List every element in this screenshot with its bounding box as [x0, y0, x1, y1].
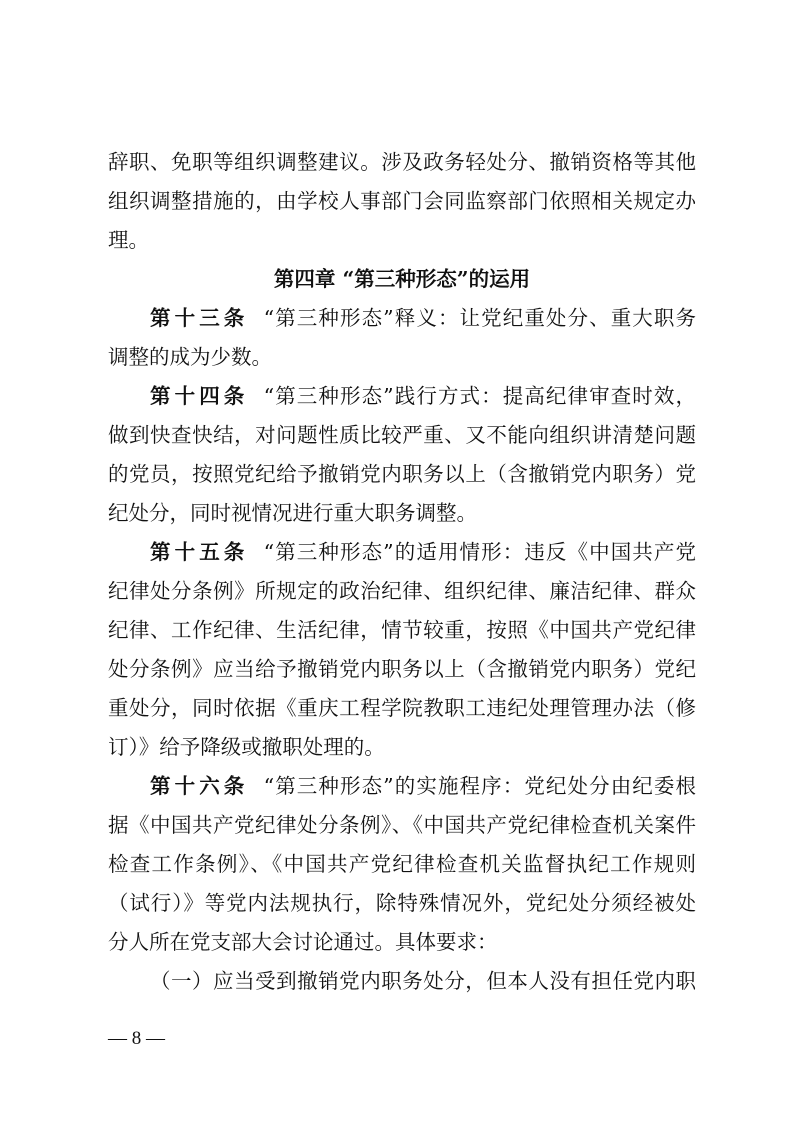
line-text: 据《中国共产党纪律处分条例》、《中国共产党纪律检查机关案件: [108, 813, 696, 837]
article-16-line-4: [108, 891, 696, 915]
article-number: 第十四条: [150, 384, 249, 408]
article-15-line-5: [108, 696, 696, 720]
line-text: 理。: [108, 228, 149, 252]
article-14-line-2: [108, 423, 696, 447]
article-14-line-3: [108, 462, 696, 486]
line-text: （试行）》等党内法规执行，除特殊情况外，党纪处分须经被处: [108, 891, 696, 915]
line-text: “第三种形态”的适用情形：违反《中国共产党: [263, 540, 696, 564]
line-text: “第三种形态”的实施程序：党纪处分由纪委根: [263, 774, 696, 798]
line-text: “第三种形态”践行方式：提高纪律审查时效，: [263, 384, 696, 408]
line-text: 检查工作条例》、《中国共产党纪律检查机关监督执纪工作规则: [108, 852, 696, 876]
line-text: 分人所在党支部大会讨论通过。具体要求：: [108, 930, 498, 954]
body-line-2: [108, 189, 696, 213]
article-number: 第十六条: [150, 774, 249, 798]
article-16-line-2: [108, 813, 696, 837]
body-line-3: [108, 228, 696, 252]
line-text: 处分条例》应当给予撤销党内职务以上（含撤销党内职务）党纪: [108, 657, 696, 681]
line-text: 调整的成为少数。: [108, 345, 272, 369]
line-text: “第三种形态”释义：让党纪重处分、重大职务: [263, 306, 696, 330]
article-16-item-1-line: [150, 969, 696, 993]
line-text: 订）》给予降级或撤职处理的。: [108, 735, 385, 759]
article-13-line-1: [150, 306, 696, 330]
heading-text: 第四章 “第三种形态”的运用: [273, 267, 531, 291]
article-number: 第十五条: [150, 540, 249, 564]
body-line-1: [108, 150, 696, 174]
line-text: 的党员，按照党纪给予撤销党内职务以上（含撤销党内职务）党: [108, 462, 696, 486]
chapter-heading: [108, 267, 696, 291]
line-text: 纪律处分条例》所规定的政治纪律、组织纪律、廉洁纪律、群众: [108, 579, 696, 603]
article-15-line-6: [108, 735, 696, 759]
article-14-line-1: [150, 384, 696, 408]
line-text: 重处分，同时依据《重庆工程学院教职工违纪处理管理办法（修: [108, 696, 696, 720]
article-number: 第十三条: [150, 306, 249, 330]
line-text: 辞职、免职等组织调整建议。涉及政务轻处分、撤销资格等其他: [108, 150, 696, 174]
article-16-line-5: [108, 930, 696, 954]
article-15-line-2: [108, 579, 696, 603]
article-15-line-3: [108, 618, 696, 642]
article-13-line-2: [108, 345, 696, 369]
article-14-line-4: [108, 501, 696, 525]
article-15-line-4: [108, 657, 696, 681]
article-16-line-3: [108, 852, 696, 876]
article-16-line-1: [150, 774, 696, 798]
line-text: （一）应当受到撤销党内职务处分，但本人没有担任党内职: [150, 969, 696, 993]
line-text: 纪律、工作纪律、生活纪律，情节较重，按照《中国共产党纪律: [108, 618, 696, 642]
line-text: 做到快查快结，对问题性质比较严重、又不能向组织讲清楚问题: [108, 423, 696, 447]
line-text: 纪处分，同时视情况进行重大职务调整。: [108, 501, 477, 525]
page-number: — 8 —: [108, 1028, 165, 1049]
line-text: 组织调整措施的，由学校人事部门会同监察部门依照相关规定办: [108, 189, 696, 213]
article-15-line-1: [150, 540, 696, 564]
